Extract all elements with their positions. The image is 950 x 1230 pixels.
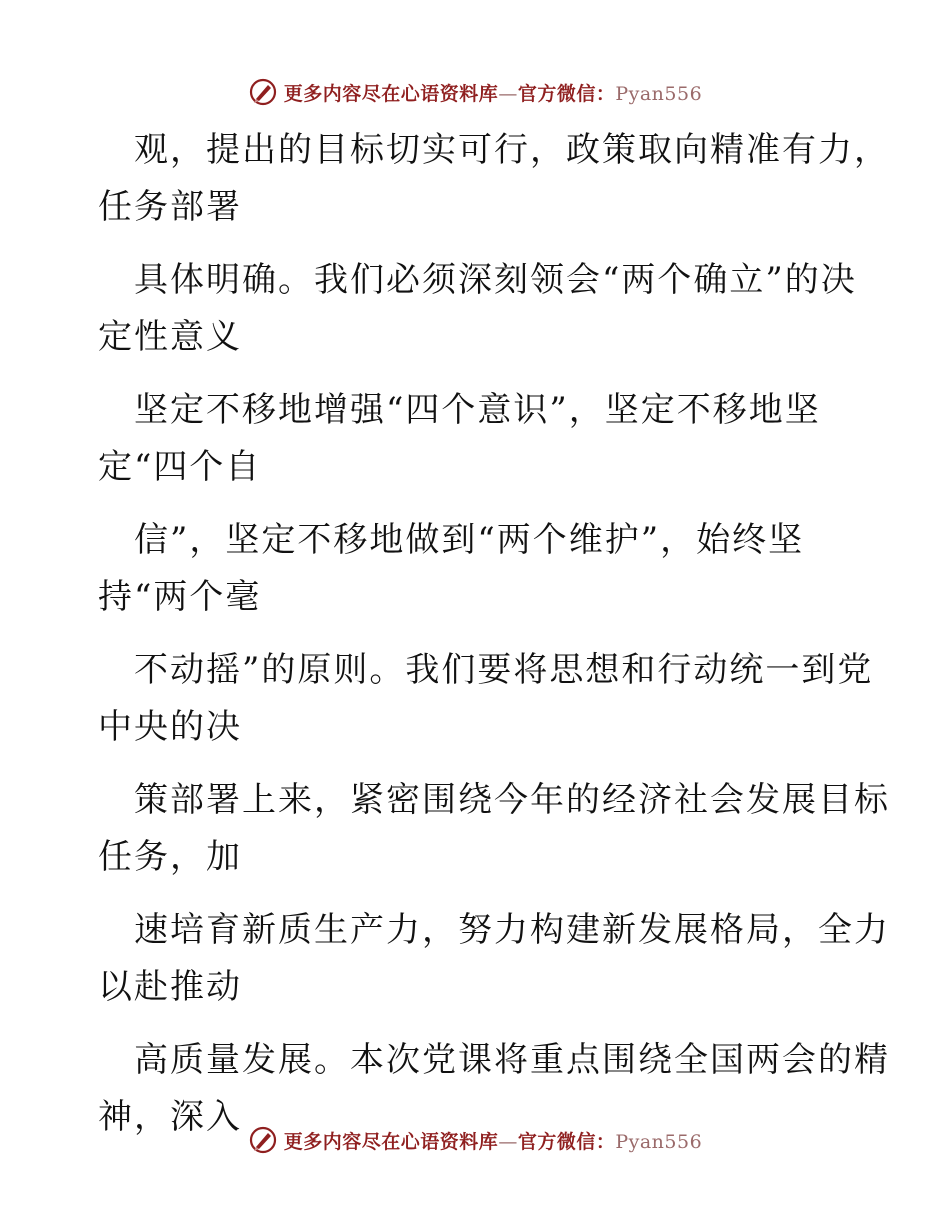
paragraph bbox=[98, 642, 874, 756]
paragraph-line: 策部署上来，紧密围绕今年的经济社会发展目标 bbox=[134, 780, 890, 820]
footer-banner-title: 更多内容尽在心语资料库 bbox=[283, 1130, 499, 1153]
header-banner-wechat-id: Pyan556 bbox=[615, 82, 703, 105]
paragraph-line: 任务，加 bbox=[98, 837, 242, 877]
footer-banner-text bbox=[284, 1127, 702, 1154]
paragraph-line: 具体明确。我们必须深刻领会“两个确立”的决 bbox=[134, 260, 857, 300]
paragraph bbox=[98, 512, 858, 626]
pen-logo-icon bbox=[248, 77, 278, 107]
paragraph-line: 不动摇”的原则。我们要将思想和行动统一到党 bbox=[134, 650, 874, 690]
document-body bbox=[98, 122, 890, 1162]
paragraph bbox=[98, 772, 890, 886]
paragraph bbox=[98, 902, 890, 1016]
header-banner-title: 更多内容尽在心语资料库 bbox=[283, 82, 499, 105]
footer-banner bbox=[0, 1120, 950, 1160]
paragraph-line: 坚定不移地增强“四个意识”，坚定不移地坚 bbox=[134, 390, 821, 430]
header-banner bbox=[0, 72, 950, 112]
footer-banner-wechat-label: 官方微信： bbox=[517, 1130, 616, 1153]
paragraph-line: 持“两个毫 bbox=[98, 577, 262, 617]
paragraph-line: 观，提出的目标切实可行，政策取向精准有力， bbox=[134, 130, 890, 170]
paragraph-line: 定“四个自 bbox=[98, 447, 262, 487]
footer-banner-wechat-id: Pyan556 bbox=[615, 1130, 703, 1153]
header-banner-text bbox=[284, 79, 702, 106]
paragraph-line: 定性意义 bbox=[98, 317, 242, 357]
paragraph-line: 速培育新质生产力，努力构建新发展格局，全力 bbox=[134, 910, 890, 950]
paragraph-line: 任务部署 bbox=[98, 187, 242, 227]
paragraph-line: 神，深入 bbox=[98, 1097, 242, 1137]
header-banner-wechat-label: 官方微信： bbox=[517, 82, 616, 105]
paragraph-line: 中央的决 bbox=[98, 707, 242, 747]
header-banner-separator: — bbox=[498, 82, 518, 105]
paragraph-line: 以赴推动 bbox=[98, 967, 242, 1007]
paragraph bbox=[98, 382, 858, 496]
pen-logo-icon bbox=[248, 1125, 278, 1155]
paragraph-line: 高质量发展。本次党课将重点围绕全国两会的精 bbox=[134, 1040, 890, 1080]
footer-banner-separator: — bbox=[498, 1130, 518, 1153]
paragraph bbox=[98, 122, 890, 236]
paragraph bbox=[98, 252, 858, 366]
paragraph-line: 信”，坚定不移地做到“两个维护”，始终坚 bbox=[134, 520, 805, 560]
